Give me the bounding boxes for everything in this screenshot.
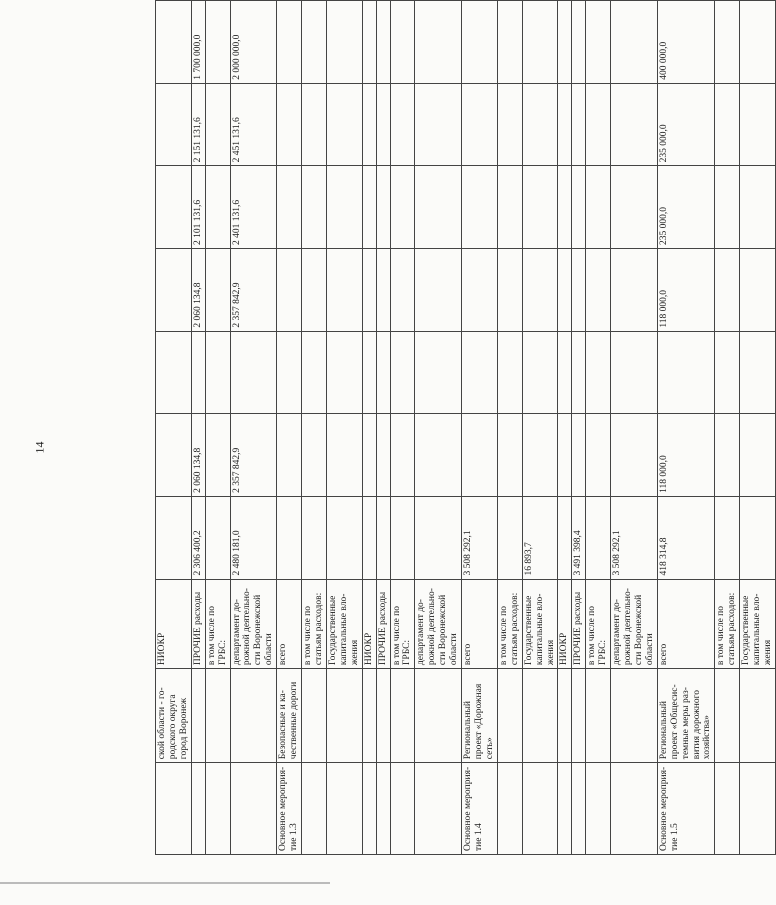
table-row	[302, 1, 327, 855]
table-cell: НИОКР	[558, 579, 572, 669]
table-body	[156, 1, 776, 855]
table-cell: всего	[277, 579, 302, 669]
table-cell	[522, 669, 558, 763]
table-cell	[611, 331, 658, 414]
table-cell: 16 893,7	[522, 496, 558, 579]
table-cell	[522, 414, 558, 497]
table-cell	[572, 83, 586, 166]
table-row	[205, 1, 230, 855]
table-cell	[326, 669, 362, 763]
table-cell	[558, 763, 572, 855]
table-cell	[390, 669, 415, 763]
table-cell	[302, 1, 327, 84]
table-cell	[415, 414, 462, 497]
table-cell	[497, 669, 522, 763]
table-row	[497, 1, 522, 855]
table-cell	[156, 1, 192, 84]
table-cell: 2 101 131,6	[191, 166, 205, 249]
table-row	[191, 1, 205, 855]
table-cell	[497, 166, 522, 249]
table-cell: в том числе по статьям расходов:	[715, 579, 740, 669]
table-cell	[586, 1, 611, 84]
table-cell	[572, 669, 586, 763]
table-cell	[558, 83, 572, 166]
table-row	[715, 1, 740, 855]
table-cell	[558, 248, 572, 331]
table-cell	[277, 1, 302, 84]
table-cell	[326, 414, 362, 497]
table-cell	[611, 83, 658, 166]
table-cell: департамент до-рожной деятельно-сти Воронежской области	[611, 579, 658, 669]
table-cell: 118 000,0	[657, 248, 715, 331]
table-cell	[740, 1, 776, 84]
page-number: 14	[32, 441, 47, 454]
table-cell	[572, 763, 586, 855]
table-row	[522, 1, 558, 855]
table-cell	[497, 496, 522, 579]
table-cell	[277, 248, 302, 331]
table-cell: в том числе по статьям расходов:	[497, 579, 522, 669]
table-cell	[390, 496, 415, 579]
table-cell	[326, 248, 362, 331]
table-cell: всего	[462, 579, 498, 669]
table-cell	[462, 414, 498, 497]
table-cell	[326, 331, 362, 414]
table-cell: 2 480 181,0	[230, 496, 277, 579]
table-cell	[230, 669, 277, 763]
table-cell	[156, 763, 192, 855]
table-cell	[390, 248, 415, 331]
table-cell: 2 060 134,8	[191, 248, 205, 331]
table-cell	[558, 1, 572, 84]
table-cell	[611, 166, 658, 249]
table-cell	[522, 1, 558, 84]
table-cell	[156, 166, 192, 249]
table-cell	[326, 166, 362, 249]
table-cell	[586, 83, 611, 166]
table-cell	[558, 496, 572, 579]
table-cell	[205, 248, 230, 331]
table-cell	[362, 669, 376, 763]
table-cell	[586, 248, 611, 331]
table-cell	[205, 496, 230, 579]
table-cell	[415, 248, 462, 331]
table-cell: 118 000,0	[657, 414, 715, 497]
table-cell	[522, 248, 558, 331]
table-cell	[715, 763, 740, 855]
table-cell	[362, 248, 376, 331]
table-row	[611, 1, 658, 855]
table-cell	[277, 496, 302, 579]
table-cell	[415, 496, 462, 579]
table-cell	[572, 1, 586, 84]
table-cell	[740, 763, 776, 855]
table-cell	[230, 763, 277, 855]
table-cell	[191, 331, 205, 414]
table-cell	[205, 166, 230, 249]
table-cell	[230, 331, 277, 414]
budget-table	[155, 0, 776, 855]
table-cell	[497, 1, 522, 84]
table-cell: 235 000,0	[657, 166, 715, 249]
table-cell	[205, 331, 230, 414]
table-cell	[376, 83, 390, 166]
table-cell	[390, 1, 415, 84]
table-cell: НИОКР	[156, 579, 192, 669]
table-cell	[462, 1, 498, 84]
table-cell	[156, 83, 192, 166]
table-cell: 3 491 398,4	[572, 496, 586, 579]
table-cell	[715, 496, 740, 579]
table-cell	[611, 248, 658, 331]
table-cell	[156, 414, 192, 497]
table-cell	[586, 496, 611, 579]
table-cell	[376, 763, 390, 855]
table-cell: 3 508 292,1	[611, 496, 658, 579]
table-cell: НИОКР	[362, 579, 376, 669]
table-cell	[376, 166, 390, 249]
table-cell	[376, 414, 390, 497]
table-cell	[376, 669, 390, 763]
table-cell	[558, 331, 572, 414]
table-cell	[586, 763, 611, 855]
table-cell	[657, 331, 715, 414]
table-cell	[740, 669, 776, 763]
table-cell	[326, 763, 362, 855]
table-cell	[715, 248, 740, 331]
table-cell	[415, 763, 462, 855]
table-cell	[740, 248, 776, 331]
table-cell	[715, 331, 740, 414]
table-cell	[191, 669, 205, 763]
table-cell	[497, 414, 522, 497]
table-row	[230, 1, 277, 855]
table-cell: Основное мероприя-тие 1.4	[462, 763, 498, 855]
table-cell	[156, 331, 192, 414]
table-cell	[462, 248, 498, 331]
table-cell	[390, 414, 415, 497]
table-cell	[522, 331, 558, 414]
table-cell	[362, 331, 376, 414]
table-cell	[522, 83, 558, 166]
table-cell	[497, 248, 522, 331]
table-cell	[205, 669, 230, 763]
table-cell	[362, 414, 376, 497]
table-row	[740, 1, 776, 855]
table-cell	[326, 1, 362, 84]
table-row	[462, 1, 498, 855]
table-row	[376, 1, 390, 855]
table-cell: в том числе по статьям расходов:	[302, 579, 327, 669]
table-cell: Региональный проект «Дорожная сеть»	[462, 669, 498, 763]
table-cell	[156, 496, 192, 579]
table-row	[362, 1, 376, 855]
table-cell	[376, 496, 390, 579]
table-cell	[415, 166, 462, 249]
table-cell	[302, 166, 327, 249]
table-cell	[586, 331, 611, 414]
table-cell	[362, 763, 376, 855]
table-cell	[205, 1, 230, 84]
table-cell	[390, 331, 415, 414]
table-row	[558, 1, 572, 855]
table-cell	[715, 83, 740, 166]
table-cell	[277, 166, 302, 249]
table-cell	[611, 763, 658, 855]
table-cell	[302, 414, 327, 497]
table-cell	[462, 83, 498, 166]
table-cell	[715, 414, 740, 497]
scan-edge-line	[0, 882, 330, 884]
table-cell	[302, 669, 327, 763]
table-cell: 2 401 131,6	[230, 166, 277, 249]
table-cell: ской области - го-родского округа город Воронеж	[156, 669, 192, 763]
table-cell: 2 151 131,6	[191, 83, 205, 166]
table-cell	[522, 166, 558, 249]
rotated-table-wrapper	[155, 0, 774, 855]
table-cell: 2 000 000,0	[230, 1, 277, 84]
table-cell	[715, 1, 740, 84]
table-cell	[191, 763, 205, 855]
table-cell: 418 314,8	[657, 496, 715, 579]
table-cell	[277, 414, 302, 497]
table-cell	[302, 248, 327, 331]
table-cell	[558, 669, 572, 763]
table-cell: ПРОЧИЕ расходы	[191, 579, 205, 669]
table-cell	[302, 83, 327, 166]
table-cell: Основное мероприя-тие 1.5	[657, 763, 715, 855]
table-cell	[277, 331, 302, 414]
table-cell	[362, 1, 376, 84]
table-cell	[376, 1, 390, 84]
table-cell	[497, 763, 522, 855]
table-cell	[572, 331, 586, 414]
table-cell	[462, 166, 498, 249]
table-cell	[572, 248, 586, 331]
table-row	[277, 1, 302, 855]
table-cell	[156, 248, 192, 331]
table-cell	[362, 83, 376, 166]
table-cell	[326, 83, 362, 166]
table-cell: 2 357 842,9	[230, 248, 277, 331]
table-cell	[497, 331, 522, 414]
table-cell: Основное мероприя-тие 1.3	[277, 763, 302, 855]
table-cell: в том числе по ГРБС:	[390, 579, 415, 669]
table-cell: департамент до-рожной деятельно-сти Воронежской области	[230, 579, 277, 669]
table-row	[390, 1, 415, 855]
table-cell	[740, 83, 776, 166]
table-cell: в том числе по ГРБС:	[205, 579, 230, 669]
table-cell	[572, 166, 586, 249]
table-cell	[277, 83, 302, 166]
table-cell: департамент до-рожной деятельно-сти Воронежской области	[415, 579, 462, 669]
table-cell	[522, 763, 558, 855]
table-cell: 1 700 000,0	[191, 1, 205, 84]
table-cell	[302, 763, 327, 855]
table-cell	[740, 331, 776, 414]
table-cell: ПРОЧИЕ расходы	[376, 579, 390, 669]
table-cell: 2 357 842,9	[230, 414, 277, 497]
table-cell: Государственные капитальные вло-жения	[522, 579, 558, 669]
table-cell	[390, 763, 415, 855]
table-row	[415, 1, 462, 855]
table-cell	[205, 414, 230, 497]
table-cell: всего	[657, 579, 715, 669]
table-cell	[415, 669, 462, 763]
table-cell	[362, 496, 376, 579]
table-row	[657, 1, 715, 855]
table-row	[572, 1, 586, 855]
table-cell: Региональный проект «Общесис-темные меры раз-вития дорожного хозяйства»	[657, 669, 715, 763]
table-cell	[415, 83, 462, 166]
table-cell	[586, 166, 611, 249]
table-cell	[205, 83, 230, 166]
table-cell: 235 000,0	[657, 83, 715, 166]
table-cell: Безопасные и ка-чественные дороги	[277, 669, 302, 763]
table-cell	[586, 414, 611, 497]
table-cell	[362, 166, 376, 249]
table-row	[156, 1, 192, 855]
table-cell	[302, 496, 327, 579]
table-cell	[740, 414, 776, 497]
table-cell	[415, 331, 462, 414]
table-cell	[326, 496, 362, 579]
table-cell	[740, 166, 776, 249]
table-row	[326, 1, 362, 855]
table-cell	[586, 669, 611, 763]
table-cell: Государственные капитальные вло-жения	[740, 579, 776, 669]
table-cell	[572, 414, 586, 497]
table-cell	[205, 763, 230, 855]
table-cell	[415, 1, 462, 84]
table-cell: Государственные капитальные вло-жения	[326, 579, 362, 669]
table-cell: 400 000,0	[657, 1, 715, 84]
table-cell	[611, 414, 658, 497]
table-cell	[740, 496, 776, 579]
table-cell	[376, 248, 390, 331]
table-cell: 3 508 292,1	[462, 496, 498, 579]
table-cell	[302, 331, 327, 414]
table-cell	[462, 331, 498, 414]
table-cell	[715, 669, 740, 763]
table-cell	[390, 166, 415, 249]
table-cell: в том числе по ГРБС:	[586, 579, 611, 669]
table-cell: 2 306 400,2	[191, 496, 205, 579]
table-cell	[558, 414, 572, 497]
table-cell: 2 451 131,6	[230, 83, 277, 166]
table-cell	[497, 83, 522, 166]
table-cell	[390, 83, 415, 166]
table-cell	[558, 166, 572, 249]
table-row	[586, 1, 611, 855]
table-cell	[611, 669, 658, 763]
table-cell: ПРОЧИЕ расходы	[572, 579, 586, 669]
table-cell	[611, 1, 658, 84]
table-cell: 2 060 134,8	[191, 414, 205, 497]
table-cell	[376, 331, 390, 414]
table-cell	[715, 166, 740, 249]
